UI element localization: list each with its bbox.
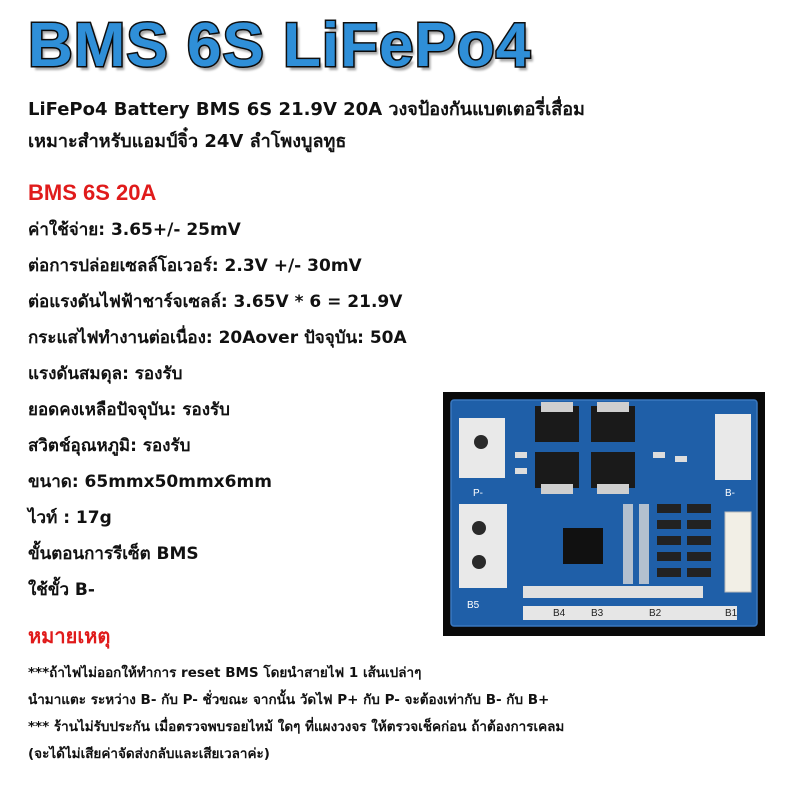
spec-item: แรงดันสมดุล: รองรับ xyxy=(28,364,183,384)
spec-item: กระแสไฟทำงานต่อเนื่อง: 20Aover ปัจจุบัน: 50A xyxy=(28,328,407,348)
spec-item: ยอดคงเหลือปัจจุบัน: รองรับ xyxy=(28,400,230,420)
intro-line-2: เหมาะสำหรับแอมป์จิ๋ว 24V ลำโพงบูลทูธ xyxy=(28,131,347,152)
smd-part xyxy=(687,504,711,513)
intro-line-1: LiFePo4 Battery BMS 6S 21.9V 20A วงจป้องกันแบตเตอรี่เสื่อม xyxy=(28,99,585,120)
label-p-minus: P- xyxy=(473,488,483,499)
note-line: นำมาแตะ ระหว่าง B- กับ P- ชั่วขณะ จากนั้น วัดไฟ P+ กับ P- จะต้องเท่ากับ B- กับ B+ xyxy=(28,692,550,708)
mosfet-tab xyxy=(597,484,629,494)
smd-part xyxy=(639,504,649,584)
spec-item: ใช้ขั้ว B- xyxy=(28,580,95,600)
page-title: BMS 6S LiFePo4 xyxy=(28,11,532,80)
smd-part xyxy=(687,520,711,529)
spec-list xyxy=(28,212,407,608)
note-line: (จะได้ไม่เสียค่าจัดส่งกลับและเสียเวลาค่ะ) xyxy=(28,746,270,762)
label-b3: B3 xyxy=(591,608,604,619)
smd-part xyxy=(653,452,665,458)
pad-bottom-left xyxy=(459,504,507,588)
notes-heading: หมายเหตุ xyxy=(28,624,111,648)
pad-hole xyxy=(472,555,486,569)
spec-item: สวิตช์อุณหภูมิ: รองรับ xyxy=(28,436,191,456)
mosfet-tab xyxy=(541,402,573,412)
spec-item: ต่อการปล่อยเซลล์โอเวอร์: 2.3V +/- 30mV xyxy=(28,256,362,276)
label-b2: B2 xyxy=(649,608,662,619)
pad-b-minus xyxy=(715,414,751,480)
spec-item: ไวท์ : 17g xyxy=(28,508,112,528)
mosfet xyxy=(591,452,635,488)
pad-hole xyxy=(472,521,486,535)
smd-part xyxy=(657,536,681,545)
smd-part xyxy=(657,504,681,513)
intro-text xyxy=(28,94,788,158)
balance-connector xyxy=(725,512,751,592)
smd-part xyxy=(675,456,687,462)
mosfet-tab xyxy=(541,484,573,494)
notes-text xyxy=(28,660,798,768)
spec-item: ค่าใช้จ่าย: 3.65+/- 25mV xyxy=(28,220,241,240)
smd-part xyxy=(515,452,527,458)
smd-part xyxy=(687,552,711,561)
smd-part xyxy=(623,504,633,584)
smd-part xyxy=(687,568,711,577)
label-b1: B1 xyxy=(725,608,738,619)
smd-part xyxy=(515,468,527,474)
spec-heading: BMS 6S 20A xyxy=(28,180,157,205)
spec-item: ขนาด: 65mmx50mmx6mm xyxy=(28,472,272,492)
spec-item: ต่อแรงดันไฟฟ้าชาร์จเซลล์: 3.65V * 6 = 21.9V xyxy=(28,292,403,312)
control-ic xyxy=(563,528,603,564)
label-b5: B5 xyxy=(467,600,480,611)
label-b4: B4 xyxy=(553,608,566,619)
pad-hole xyxy=(474,435,488,449)
smd-part xyxy=(657,520,681,529)
mosfet xyxy=(535,452,579,488)
spec-item: ขั้นตอนการรีเซ็ต BMS xyxy=(28,544,199,564)
bms-board-photo xyxy=(443,392,765,636)
note-line: ***ถ้าไฟไม่ออกให้ทำการ reset BMS โดยนำสายไฟ 1 เส้นเปล่าๆ xyxy=(28,665,422,681)
note-line: *** ร้านไม่รับประกัน เมื่อตรวจพบรอยไหม้ ใดๆ ที่แผงวงจร ให้ตรวจเช็คก่อน ถ้าต้องการเคลม xyxy=(28,719,565,735)
label-b-minus: B- xyxy=(725,488,735,499)
bms-board-illustration xyxy=(443,392,765,636)
bottom-pad-strip xyxy=(523,586,703,598)
mosfet-tab xyxy=(597,402,629,412)
smd-part xyxy=(657,568,681,577)
smd-part xyxy=(657,552,681,561)
smd-part xyxy=(687,536,711,545)
